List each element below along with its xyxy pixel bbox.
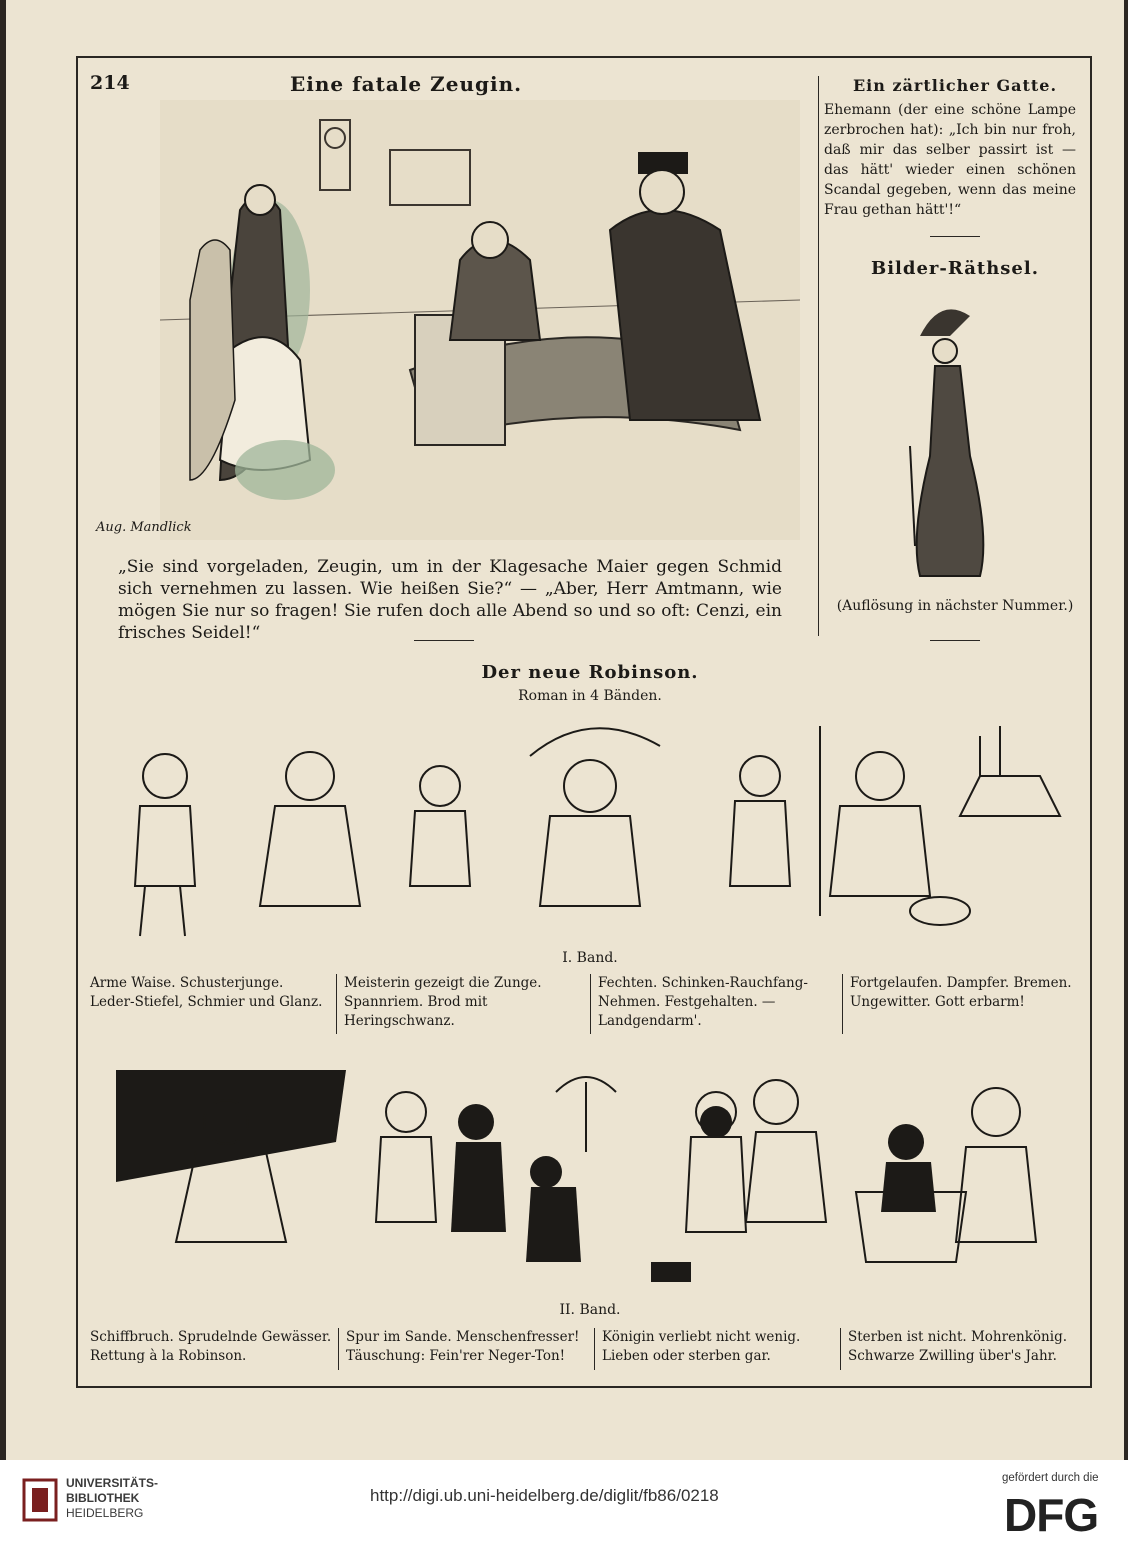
courtroom-drawing [160,100,800,540]
band2-caption-3: Königin verliebt nicht wenig. Lieben oder sterben gar. [602,1329,801,1364]
band2-drawing [116,1062,1082,1298]
main-cartoon-illustration [160,100,800,540]
sidebar-text: Ehemann (der eine schöne Lampe zerbrochen hat): „Ich bin nur froh, daß mir das selber passirt ist — das hätt' wieder einen schönen Scandal gegeben, wenn das meine Frau gethan hätt'!“ [824,102,1076,218]
band2-caption-2: Spur im Sande. Menschenfresser! Täuschung: Fein'rer Neger-Ton! [346,1329,580,1364]
university-seal-icon [20,1476,60,1524]
permalink-url[interactable]: http://digi.ub.uni-heidelberg.de/diglit/fb86/0218 [370,1486,719,1505]
institution-line-1: UNIVERSITÄTS- [66,1476,159,1490]
short-rule-left [414,640,474,641]
band2-strip [116,1062,1082,1298]
band1-label: I. Band. [562,950,618,966]
puzzle-title: Bilder-Räthsel. [870,258,1039,279]
digitization-footer [0,1460,1128,1544]
band1-divider-2 [590,974,591,1034]
puzzle-note: (Auflösung in nächster Nummer.) [836,598,1074,614]
band1-divider-3 [842,974,843,1034]
funded-by-label: gefördert durch die [1002,1472,1099,1484]
page-number: 214 [90,72,130,94]
dfg-logo: DFG [1004,1489,1099,1541]
institution-line-2: BIBLIOTHEK [66,1491,140,1505]
main-caption: „Sie sind vorgeladen, Zeugin, um in der Klagesache Maier gegen Schmid sich vernehmen zu lassen. Wie heißen Sie?“ — „Aber, Herr Amtmann, wie mögen Sie nur so fragen! Sie rufen doch alle Abend so und so oft: Cenzi, ein frisches Seidel!“ [118,557,782,643]
robinson-subtitle: Roman in 4 Bänden. [518,688,662,704]
column-divider [818,76,819,636]
band2-caption-1: Schiffbruch. Sprudelnde Gewässer. Rettung à la Robinson. [90,1329,332,1364]
band1-drawing [120,716,1080,946]
band2-caption-4: Sterben ist nicht. Mohrenkönig. Schwarze Zwilling über's Jahr. [848,1329,1068,1364]
lady-drawing [880,296,1030,596]
main-cartoon-title: Eine fatale Zeugin. [290,72,523,96]
band1-caption-3: Fechten. Schinken-Rauchfang-Nehmen. Festgehalten. — Landgendarm'. [598,975,808,1029]
band1-caption-2: Meisterin gezeigt die Zunge. Spannriem. Brod mit Heringschwanz. [344,975,542,1029]
band2-divider-2 [594,1328,595,1370]
puzzle-illustration [880,296,1030,596]
band2-divider-1 [338,1328,339,1370]
band1-caption-4: Fortgelaufen. Dampfer. Bremen. Ungewitter. Gott erbarm! [850,975,1072,1010]
band2-divider-3 [840,1328,841,1370]
institution-line-3: HEIDELBERG [66,1506,144,1520]
band1-strip [120,716,1080,946]
robinson-title: Der neue Robinson. [481,662,699,683]
sidebar-divider [930,236,980,237]
band2-label: II. Band. [559,1302,621,1318]
institution-name [66,1476,158,1521]
band1-divider-1 [336,974,337,1034]
artist-signature: Aug. Mandlick [96,520,192,535]
sidebar-title: Ein zärtlicher Gatte. [852,76,1058,95]
band1-caption-1: Arme Waise. Schusterjunge. Leder-Stiefel, Schmier und Glanz. [90,975,323,1010]
short-rule-right [930,640,980,641]
